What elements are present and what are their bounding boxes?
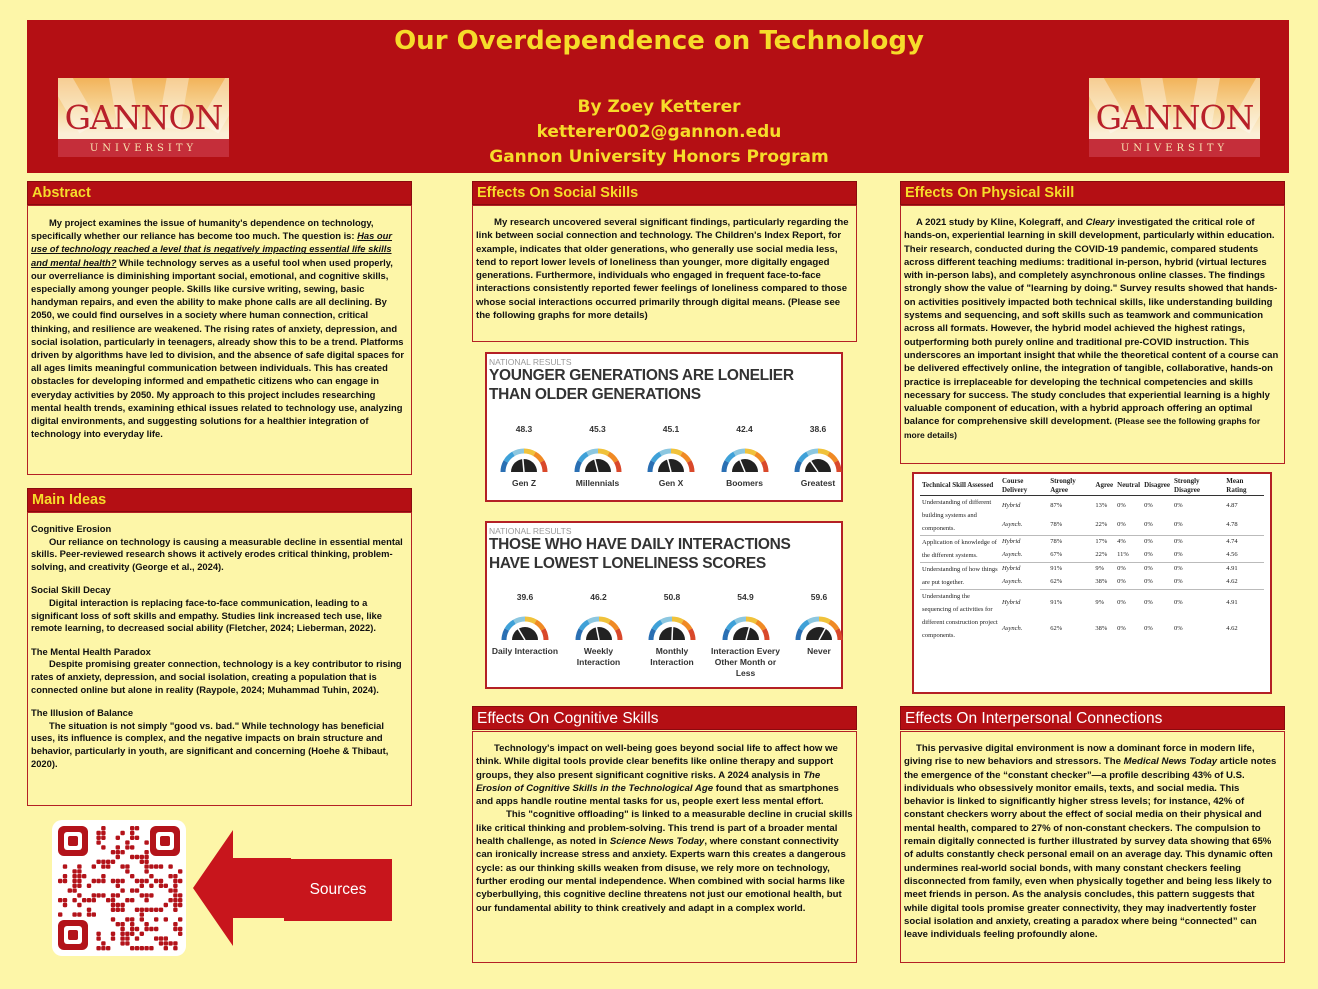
table-cell: 0% [1115, 590, 1142, 617]
table-cell: 9% [1093, 563, 1115, 577]
gauge-value: 50.8 [663, 592, 681, 602]
gauge-value: 45.3 [589, 424, 606, 434]
main-idea-title: Social Skill Decay [31, 584, 111, 596]
gauge-item [563, 592, 635, 668]
logo-wordmark: GANNON [64, 98, 223, 137]
table-cell: 0% [1174, 551, 1183, 559]
gauge-item [710, 592, 782, 679]
main-ideas-section [27, 512, 412, 806]
abstract-intro: My project examines the issue of humanity's dependence on technology, specifically whether our reliance has become too much. The question is: [31, 217, 374, 242]
table-cell: 0% [1144, 624, 1153, 632]
cited-title: The Erosion of Cognitive Skills in the Technological Age [476, 769, 821, 794]
table-cell: 87% [1050, 501, 1063, 509]
gauge-label: Gen X [658, 478, 684, 488]
main-idea-text: The situation is not simply "good vs. bad." While technology has beneficial uses, its influence is complex, and the negative impacts on brain structure and behavior, particularly in youth, are significant and concerning (Hoehe & Thibaut, 2020). [31, 719, 389, 769]
main-idea-text: Our reliance on technology is causing a measurable decline in essential mental skills. Peer-reviewed research shows it actively erodes critical thinking, problem-solving, and creativity (George et al., 2024). [31, 535, 403, 572]
table-cell: 91% [1048, 590, 1093, 617]
physical-text: investigated the critical role of hands-on, experiential learning in skill development, particularly within education. Their research, conducted during the COVID-19 pandemic, compared students across different teaching mediums: traditional in-person, hybrid (virtual lectures with in-person labs), and completely asynchronous online classes. The findings strongly show the value of "learning by doing." Survey results showed that hands-on activities positively impacted both technical skills, like understanding building systems and sequencing, and soft skills such as teamwork and communication across all formats. However, the hybrid model achieved the highest ratings, outperforming both purely online and traditional pre-COVID instruction. This underscores an important insight that while the theoretical content of a course can be delivered effectively online, the integration of tangible, collaborative, hands-on practice is irreplaceable for developing the technical competencies and skills necessary for success. The study concludes that experiential learning is a highly valuable component of education, with a hybrid approach offering an optimal balance for comprehensive skill development. [904, 217, 1279, 428]
table-cell: 0% [1142, 536, 1172, 550]
gauge-icon [794, 614, 844, 642]
chart-generations-loneliness [485, 352, 843, 502]
table-cell: 0% [1172, 563, 1224, 577]
cognitive-text: Technology's impact on well-being goes beyond social life to affect how we think. While digital tools provide clear benefits like online therapy and support groups, they also present significant cognitive risks. A 2024 analysis in [476, 743, 838, 781]
gauge-needle [672, 624, 673, 640]
gauge-icon [574, 614, 624, 642]
main-ideas-heading: Main Ideas [27, 488, 412, 512]
table-cell: 13% [1095, 501, 1108, 509]
logo-subtitle: UNIVERSITY [89, 143, 198, 154]
cognitive-text: found that as smartphones and apps handle routine mental tasks for us, people exert less mental effort. [476, 782, 839, 808]
table-cell: 38% [1095, 624, 1108, 632]
table-row [920, 590, 1264, 617]
table-cell: 91% [1048, 563, 1093, 577]
gauge-icon [500, 614, 550, 642]
gauge-label: Greatest [800, 478, 836, 488]
table-cell: 0% [1144, 521, 1153, 528]
table-cell: 17% [1093, 536, 1115, 550]
table-cell: 0% [1144, 578, 1153, 586]
table-cell: 4.62 [1226, 624, 1238, 632]
table-cell: Hybrid [1002, 501, 1021, 509]
table-cell: 22% [1095, 551, 1108, 559]
chart-title: THOSE WHO HAVE DAILY INTERACTIONS HAVE LOWEST LONELINESS SCORES [489, 536, 791, 572]
gauge-value: 59.6 [810, 592, 828, 602]
interpersonal-section [900, 731, 1285, 963]
table-cell: 0% [1172, 590, 1224, 617]
table-cell: Asynch. [1002, 624, 1023, 632]
table-cell: Asynch. [1002, 521, 1023, 528]
physical-heading: Effects On Physical Skill [900, 181, 1285, 205]
table-cell: 0% [1174, 501, 1183, 509]
table-cell: Asynch. [1002, 551, 1023, 559]
gauge-label: Interaction Every Other Month or Less [711, 646, 780, 678]
gauge-item [636, 592, 708, 668]
gauge-icon [573, 446, 623, 474]
sources-button[interactable]: Sources [284, 859, 392, 921]
table-cell: 78% [1050, 521, 1063, 528]
table-cell: 0% [1117, 578, 1126, 586]
table-cell: 0% [1115, 563, 1142, 577]
main-idea-title: The Illusion of Balance [31, 707, 134, 719]
table-header: Mean Rating [1224, 476, 1264, 496]
abstract-section [27, 205, 412, 475]
table-cell: 62% [1050, 624, 1063, 632]
chart-title: YOUNGER GENERATIONS ARE LONELIER THAN OLDER GENERATIONS [489, 367, 794, 403]
table-header: Disagree [1142, 476, 1172, 496]
skill-label: Understanding of how things are put together. [920, 563, 1000, 590]
gauge-label: Daily Interaction [491, 646, 559, 656]
table-row [920, 496, 1264, 516]
physical-text: A 2021 study by Kline, Kolegraff, and [916, 217, 1086, 228]
table-cell: Hybrid [1000, 590, 1048, 617]
physical-section [900, 205, 1285, 464]
gauge-label: Weekly Interaction [576, 646, 621, 667]
program-name: Gannon University Honors Program [489, 147, 829, 167]
social-text: My research uncovered several significant findings, particularly regarding the link between social connection and technology. The Children's Index Report, for example, indicates that older generations, who generally use social media less, tend to report lower levels of loneliness than younger, more digitally engaged generations. Furthermore, individuals who engaged in frequent face-to-face interactions consistently reported fewer feelings of loneliness compared to those whose social interactions occurred primarily through digital means. (Please see the following graphs for more details) [476, 217, 849, 322]
interpersonal-heading: Effects On Interpersonal Connections [900, 706, 1285, 730]
table-cell: 38% [1095, 578, 1108, 586]
gauge-icon [647, 614, 697, 642]
gannon-logo-right [1089, 78, 1260, 157]
main-idea-title: The Mental Health Paradox [31, 645, 151, 657]
gauge-value: 48.3 [515, 424, 533, 434]
author-email[interactable]: ketterer002@gannon.edu [536, 122, 782, 142]
gauge-value: 46.2 [590, 592, 607, 602]
cognitive-heading: Effects On Cognitive Skills [472, 706, 857, 730]
table-row [920, 563, 1264, 577]
abstract-heading: Abstract [27, 181, 412, 205]
table-cell: 22% [1095, 521, 1108, 528]
table-cell: 0% [1142, 590, 1172, 617]
gauge-label: Never [807, 646, 831, 656]
gauge-value: 45.1 [662, 424, 680, 434]
gauge-item [562, 424, 634, 489]
qr-code-icon [52, 820, 186, 956]
table-cell: Hybrid [1000, 563, 1048, 577]
table-cell: 0% [1172, 536, 1224, 550]
gauge-value: 39.6 [516, 592, 534, 602]
gauge-item [709, 424, 781, 489]
table-cell: 62% [1050, 578, 1063, 586]
gauge-icon [646, 446, 696, 474]
research-question: Has our use of technology reached a level that is negatively impacting essential life skills and mental health? [31, 230, 393, 268]
table-cell: 0% [1144, 501, 1153, 509]
table-cell: 78% [1048, 536, 1093, 550]
gauge-label: Boomers [726, 478, 763, 488]
author-name-cited: Cleary [1085, 217, 1115, 228]
gauge-label: Millennials [575, 478, 620, 488]
chart-eyebrow: NATIONAL RESULTS [489, 357, 572, 367]
table-cell: 4.91 [1224, 590, 1264, 617]
gauge-value: 38.6 [809, 424, 827, 434]
cited-source: Medical News Today [1123, 756, 1218, 768]
table-row [920, 536, 1264, 550]
social-heading: Effects On Social Skills [472, 181, 857, 205]
chart-interaction-loneliness [485, 521, 843, 689]
skill-label: Understanding of different building systems and components. [922, 499, 992, 532]
sources-qr-code[interactable] [52, 820, 186, 956]
cognitive-section [472, 731, 857, 963]
table-header: Strongly Agree [1048, 476, 1093, 496]
logo-subtitle: UNIVERSITY [1120, 143, 1229, 154]
table-cell: Asynch. [1002, 578, 1023, 586]
table-cell: 4.56 [1226, 551, 1238, 559]
table-header: Strongly Disagree [1172, 476, 1224, 496]
author-name: By Zoey Ketterer [577, 97, 741, 117]
cognitive-text: , where constant connectivity can ironically increase stress and anxiety. Experts warn this creates a dangerous cycle: as our thinking skills weaken from disuse, we rely more on technology, further eroding our mental independence. When combined with social harms like cyberbullying, this cognitive decline threatens not just our emotional health, but our fundamental ability to think creatively and adapt in a complex world. [476, 836, 846, 914]
table-cell: 4.91 [1224, 563, 1264, 577]
gauge-icon [499, 446, 549, 474]
table-cell: 9% [1093, 590, 1115, 617]
skills-assessment-table [912, 472, 1272, 694]
table-cell: 4.87 [1226, 501, 1238, 509]
social-section [472, 205, 857, 342]
table-cell: 0% [1174, 521, 1183, 528]
table-cell: Hybrid [1000, 536, 1048, 550]
table-cell: 11% [1117, 551, 1129, 559]
physical-note: (Please see the following graphs for more details) [904, 416, 1261, 440]
table-cell: 4.74 [1224, 536, 1264, 550]
chart-eyebrow: NATIONAL RESULTS [489, 526, 572, 536]
gauge-item [489, 592, 561, 657]
gauge-item [488, 424, 560, 489]
poster-title: Our Overdependence on Technology [394, 26, 924, 56]
cognitive-text: This "cognitive offloading" is linked to a measurable decline in crucial skills like critical thinking and problem-solving. This trend is part of a broader mental health challenge, as noted in [476, 809, 853, 848]
main-idea-text: Despite promising greater connection, technology is a key contributor to rising rates of anxiety, depression, and social isolation, creating a population that is connected online but alone in reality (Raypole, 2024; Muhammad Tuhin, 2024). [31, 658, 402, 695]
table-cell: 0% [1144, 551, 1153, 559]
table-header: Agree [1093, 476, 1115, 496]
gauge-label: Gen Z [511, 478, 537, 488]
table-header: Technical Skill Assessed [920, 476, 1000, 496]
gauge-icon [793, 446, 843, 474]
table-cell: 67% [1050, 551, 1063, 559]
gauge-value: 42.4 [736, 424, 753, 434]
table-cell: 0% [1142, 563, 1172, 577]
table-cell: 0% [1117, 624, 1126, 632]
table-cell: 0% [1117, 521, 1126, 528]
interpersonal-text: article notes the emergence of the “constant checker”—a profile describing 43% of U.S. individuals who obsessively monitor emails, texts, and social media. This behavior is linked to significantly higher stress levels; for instance, 42% of constant checkers worry about the effect of social media on their physical and mental health, compared to 27% of non-constant checkers. The compulsion to remain digitally connected is further illustrated by survey data showing that 65% of adults constantly check personal email on an average day. This dynamic often undermines real-world social bonds, with many constant checkers feeling disconnected from family, even when physically together and being less likely to meet friends in person. As the analysis concludes, this pattern suggests that while digital tools promise greater connectivity, they may inadvertently foster social isolation and anxiety, creating a paradox where being “connected” can leave individuals feeling profoundly alone. [904, 756, 1277, 941]
gauge-item [782, 424, 854, 489]
table-cell: 0% [1117, 501, 1126, 509]
gauge-value: 54.9 [737, 592, 754, 602]
gannon-logo-left [58, 78, 229, 157]
skill-label: Understanding the sequencing of activities for different construction project components. [920, 590, 1000, 643]
cited-source: Science News Today [609, 836, 705, 848]
gauge-item [635, 424, 707, 489]
table-cell: 4.78 [1226, 521, 1238, 528]
skill-label: Application of knowledge of the different systems. [920, 536, 1000, 563]
gauge-icon [720, 446, 770, 474]
logo-wordmark: GANNON [1095, 98, 1254, 137]
interpersonal-text: This pervasive digital environment is now a dominant force in modern life, giving rise to new behaviors and stressors. The [904, 743, 1255, 768]
left-arrow-icon [193, 830, 291, 946]
table-cell: 4.62 [1226, 578, 1238, 586]
main-idea-text: Digital interaction is replacing face-to-face communication, leading to a significant loss of soft skills and empathy. Studies link increased tech use, like remote learning, to decreased social ability (Fletcher, 2024; Lieberman, 2022). [31, 596, 382, 634]
table-header: Course Delivery [1000, 476, 1048, 496]
table-cell: 0% [1174, 624, 1183, 632]
gauge-label: Monthly Interaction [650, 646, 694, 667]
sources-arrow [193, 830, 291, 946]
gauge-item [783, 592, 855, 657]
table-cell: 4% [1115, 536, 1142, 550]
main-idea-title: Cognitive Erosion [31, 523, 112, 534]
table-cell: 0% [1174, 578, 1183, 586]
gauge-icon [721, 614, 771, 642]
table-header: Neutral [1115, 476, 1142, 496]
abstract-body: While technology serves as a useful tool when used properly, our overreliance is diminishing important social, emotional, and cognitive skills, especially among younger people. Skills like cursive writing, sewing, basic handyman repairs, and even the ability to make phone calls are all declining. By 2050, we could find ourselves in a society where human connection, critical thinking, and resilience are weakened. The rising rates of anxiety, depression, and social isolation, particularly in teenagers, already show this to be a trend. Platforms driven by algorithms have led to division, and the absence of safe digital spaces for all ages limits meaningful communication between individuals. This has created obstacles for developing informed and empathetic citizens who can engage in everyday activities by 2050. My approach to this project includes researching mental health trends, examining ethical issues related to technology use, analyzing digital environments, and suggesting solutions for a healthier integration of technology into everyday life. [31, 256, 405, 440]
